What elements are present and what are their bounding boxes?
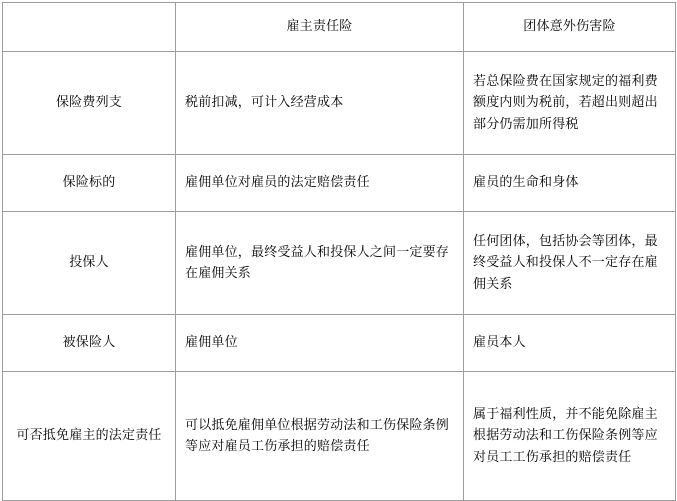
table-row xyxy=(3,315,676,372)
cell-premium-expense-employer: 税前扣减，可计入经营成本 xyxy=(176,52,464,155)
table-header xyxy=(3,3,676,52)
cell-offset-legal-liability-group: 属于福利性质，并不能免除雇主根据劳动法和工伤保险条例等应对员工工伤承担的赔偿责任 xyxy=(464,372,676,501)
table-corner-cell xyxy=(3,3,176,52)
row-label-policyholder: 投保人 xyxy=(3,212,176,315)
cell-policyholder-group: 任何团体，包括协会等团体，最终受益人和投保人不一定存在雇佣关系 xyxy=(464,212,676,315)
table-row xyxy=(3,372,676,501)
cell-insured-group: 雇员本人 xyxy=(464,315,676,372)
table-row xyxy=(3,52,676,155)
cell-subject-matter-employer: 雇佣单位对雇员的法定赔偿责任 xyxy=(176,155,464,212)
cell-offset-legal-liability-employer: 可以抵免雇佣单位根据劳动法和工伤保险条例等应对雇员工伤承担的赔偿责任 xyxy=(176,372,464,501)
table-header-row xyxy=(3,3,676,52)
table-row xyxy=(3,155,676,212)
row-label-offset-legal-liability: 可否抵免雇主的法定责任 xyxy=(3,372,176,501)
cell-subject-matter-group: 雇员的生命和身体 xyxy=(464,155,676,212)
table-row xyxy=(3,212,676,315)
row-label-premium-expense: 保险费列支 xyxy=(3,52,176,155)
cell-insured-employer: 雇佣单位 xyxy=(176,315,464,372)
comparison-table xyxy=(2,2,676,501)
column-header-employer-liability: 雇主责任险 xyxy=(176,3,464,52)
cell-policyholder-employer: 雇佣单位，最终受益人和投保人之间一定要存在雇佣关系 xyxy=(176,212,464,315)
row-label-insured: 被保险人 xyxy=(3,315,176,372)
table-body xyxy=(3,52,676,501)
column-header-group-accident: 团体意外伤害险 xyxy=(464,3,676,52)
cell-premium-expense-group: 若总保险费在国家规定的福利费额度内则为税前，若超出则超出部分仍需加所得税 xyxy=(464,52,676,155)
row-label-subject-matter: 保险标的 xyxy=(3,155,176,212)
